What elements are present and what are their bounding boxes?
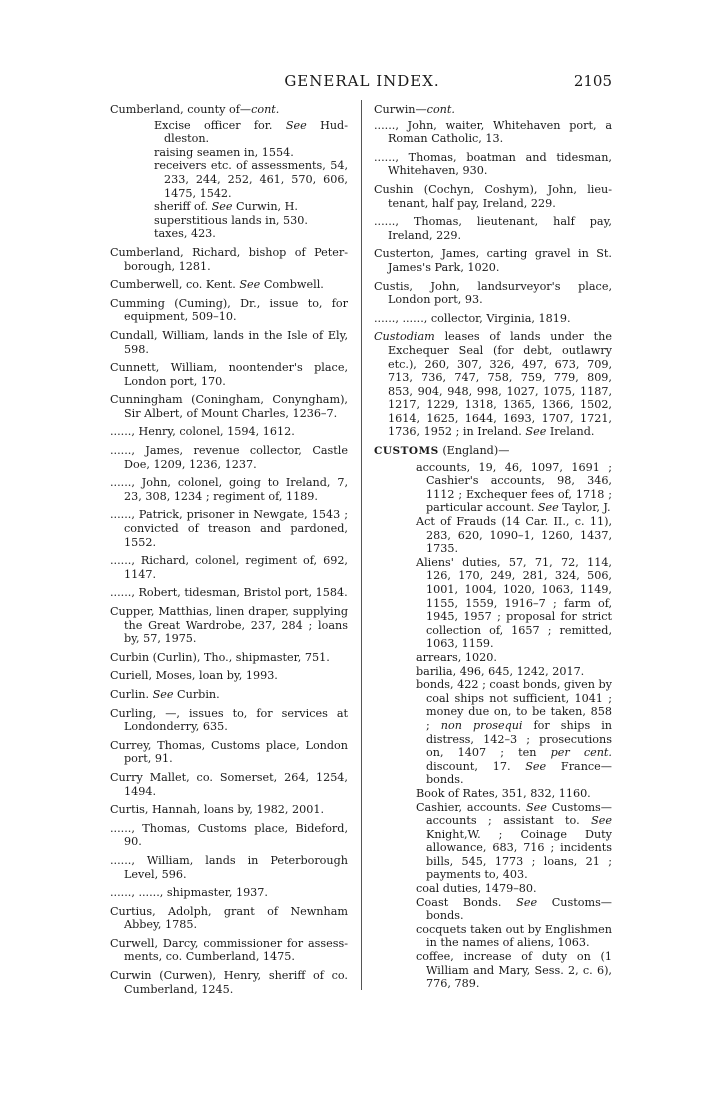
- custodiam-term: Custodiam: [374, 330, 435, 344]
- index-entry: Curtius, Adolph, grant of Newnham Abbey, 1785.: [110, 904, 348, 932]
- index-entry: ......, Thomas, boatman and tidesman, Whitehaven, 930.: [374, 150, 612, 178]
- subentry-text: sheriff of.: [154, 200, 212, 214]
- index-entry: ......, Richard, colonel, regiment of, 692, 1147.: [110, 554, 348, 581]
- see-ref: Curbin.: [173, 687, 220, 701]
- index-subentry: coal duties, 1479–80.: [416, 882, 537, 896]
- index-entry: Custerton, James, carting gravel in St. James's Park, 1020.: [374, 247, 612, 274]
- index-subentry: [374, 461, 612, 515]
- index-entry: Cupper, Matthias, linen draper, supplying the Great Wardrobe, 237, 284 ; loans by, 57, 1975.: [110, 605, 348, 646]
- index-entry: ......, Thomas, lieutenant, half pay, Ireland, 229.: [374, 215, 612, 242]
- index-subentry: barilia, 496, 645, 1242, 2017.: [416, 664, 585, 678]
- index-entry: ......, John, colonel, going to Ireland, 7, 23, 308, 1234 ; regiment of, 1189.: [110, 476, 348, 503]
- subentry-text: Cashier, accounts.: [416, 800, 526, 814]
- index-subentry: [110, 119, 348, 146]
- latin-term: non prosequi: [440, 718, 523, 732]
- cont-label: cont.: [426, 103, 455, 116]
- index-subentry: [374, 896, 612, 923]
- page-number: 2105: [573, 72, 612, 90]
- index-subentry: Aliens' duties, 57, 71, 72, 114, 126, 170, 249, 281, 324, 506, 1001, 1004, 1020, 1063, 1149, 1155, 1559, 1916–7 ; farm of, 1945, 1957 ; proposal for strict collection of, 1657 ; remitted, 1063, 1159.: [416, 555, 612, 651]
- see-ref: France—bonds.: [426, 759, 612, 787]
- page-title: GENERAL INDEX.: [284, 72, 440, 90]
- page-header: [112, 72, 612, 92]
- index-subentry: superstitious lands in, 530.: [154, 213, 308, 227]
- entry-text: leases of lands under the Exchequer Seal (for debt, outlawry etc.), 260, 307, 326, 497, 673, 709, 713, 736, 747, 758, 759, 779, 809, 853, 904, 948, 998, 1027, 1075, 1187, 1217, 1229, 1318, 1365, 1366, 1502, 1614, 1625, 1644, 1693, 1707, 1721, 1736, 1952 ; in Ireland.: [388, 330, 612, 439]
- subentry-text: for ships in distress, 142–3 ; prosecutions on, 1407 ; ten: [426, 718, 612, 760]
- see-label: See: [516, 895, 538, 909]
- index-entry: Cushin (Cochyn, Coshym), John, lieutenant, half pay, Ireland, 229.: [374, 182, 612, 210]
- left-column: [110, 103, 348, 1001]
- see-ref: Curwin, H.: [232, 200, 298, 214]
- index-entry: Curling, —, issues to, for services at Londonderry, 635.: [110, 706, 348, 734]
- index-subentry: [110, 200, 348, 214]
- see-label: See: [149, 687, 174, 701]
- index-entry: ......, Henry, colonel, 1594, 1612.: [110, 425, 295, 439]
- see-label: See: [537, 501, 559, 515]
- customs-title: CUSTOMS: [374, 445, 439, 458]
- see-label: See: [525, 800, 547, 814]
- index-entry: ......, ......, shipmaster, 1937.: [110, 886, 268, 900]
- index-subentry: arrears, 1020.: [416, 650, 497, 664]
- index-entry: Curwell, Darcy, commissioner for assessments, co. Cumberland, 1475.: [110, 936, 348, 964]
- index-subentry: Act of Frauds (14 Car. II., c. 11), 283, 620, 1090–1, 1260, 1437, 1735.: [416, 515, 612, 556]
- entry-text: Curlin.: [110, 687, 150, 701]
- index-entry-heading: [110, 103, 348, 117]
- index-subentry: raising seamen in, 1554.: [154, 145, 294, 159]
- index-subentry: [374, 678, 612, 787]
- subentry-text: Customs— accounts ; assistant to.: [426, 800, 612, 828]
- entry-text: Curwin—: [374, 103, 427, 116]
- index-entry: ......, John, waiter, Whitehaven port, a Roman Catholic, 13.: [374, 118, 612, 146]
- see-ref: Customs—bonds.: [426, 895, 612, 923]
- index-entry: [110, 688, 348, 702]
- subentry-text: Knight,W. ; Coinage Duty allowance, 683, 716 ; incidents bills, 545, 1773 ; loans, 21 ; payments to, 403.: [426, 827, 612, 882]
- index-entry: ......, Robert, tidesman, Bristol port, 1584.: [110, 586, 348, 600]
- cont-label: cont.: [251, 103, 280, 116]
- latin-term: per cent.: [550, 746, 612, 760]
- index-entry-heading: [374, 103, 612, 117]
- index-entry: [374, 330, 612, 439]
- see-label: See: [285, 118, 307, 132]
- see-ref: Huddleston.: [164, 118, 348, 146]
- index-subentry: Book of Rates, 351, 832, 1160.: [416, 786, 591, 800]
- index-entry: Currey, Thomas, Customs place, London port, 91.: [110, 738, 348, 766]
- see-label: See: [211, 200, 233, 214]
- customs-subtitle: (England)—: [438, 444, 510, 458]
- see-ref: Taylor, J.: [558, 501, 611, 515]
- subentry-text: Coast Bonds.: [416, 895, 517, 909]
- index-entry: Curbin (Curlin), Tho., shipmaster, 751.: [110, 650, 330, 664]
- index-entry: Curtis, Hannah, loans by, 1982, 2001.: [110, 803, 325, 817]
- index-subentry: [374, 801, 612, 883]
- index-entry: ......, William, lands in Peterborough Level, 596.: [110, 853, 348, 881]
- see-ref: Ireland.: [546, 425, 595, 439]
- customs-heading: [374, 444, 612, 459]
- see-label: See: [525, 759, 547, 773]
- right-column: [374, 103, 612, 991]
- index-entry: ......, ......, collector, Virginia, 1819.: [374, 311, 571, 325]
- see-ref: Combwell.: [260, 278, 324, 292]
- index-entry: Curiell, Moses, loan by, 1993.: [110, 669, 278, 683]
- index-entry: Cumberland, Richard, bishop of Peterborough, 1281.: [110, 245, 348, 273]
- entry-text: Cumberland, county of—: [110, 103, 252, 116]
- entry-text: Cumberwell, co. Kent.: [110, 278, 236, 292]
- subentry-text: bonds, 422 ; coast bonds, given by coal ships not sufficient, 1041 ; money due on, to be taken, 858 ;: [416, 678, 612, 732]
- index-entry: Cunnett, William, noontender's place, London port, 170.: [110, 361, 348, 388]
- subentry-text: accounts, 19, 46, 1097, 1691 ; Cashier's accounts, 98, 346, 1112 ; Exchequer fees of, 1718 ; particular account.: [416, 460, 612, 515]
- index-entry: Curry Mallet, co. Somerset, 264, 1254, 1494.: [110, 770, 348, 798]
- index-subentry: coffee, increase of duty on (1 William and Mary, Sess. 2, c. 6), 776, 789.: [416, 950, 612, 991]
- column-divider: [361, 100, 362, 990]
- index-entry: Curwin (Curwen), Henry, sheriff of co. Cumberland, 1245.: [110, 969, 348, 996]
- index-subentry: taxes, 423.: [154, 227, 216, 241]
- see-label: See: [591, 814, 612, 828]
- index-entry: ......, Patrick, prisoner in Newgate, 1543 ; convicted of treason and pardoned, 1552.: [110, 508, 348, 549]
- index-entry: [110, 278, 348, 292]
- index-entry: Custis, John, landsurveyor's place, London port, 93.: [374, 279, 612, 307]
- index-entry: ......, Thomas, Customs place, Bideford, 90.: [110, 821, 348, 849]
- see-label: See: [525, 425, 547, 439]
- index-entry: ......, James, revenue collector, Castle Doe, 1209, 1236, 1237.: [110, 444, 348, 471]
- index-subentry: receivers etc. of assessments, 54, 233, 244, 252, 461, 570, 606, 1475, 1542.: [154, 159, 348, 200]
- index-entry: Cunningham (Coningham, Conyngham), Sir Albert, of Mount Charles, 1236–7.: [110, 393, 348, 420]
- index-entry: Cundall, William, lands in the Isle of Ely, 598.: [110, 328, 348, 356]
- subentry-text: Excise officer for.: [154, 118, 286, 132]
- subentry-text: discount, 17.: [426, 759, 526, 773]
- see-label: See: [235, 278, 261, 292]
- index-entry: Cumming (Cuming), Dr., issue to, for equipment, 509–10.: [110, 296, 348, 324]
- index-subentry: cocquets taken out by Englishmen in the names of aliens, 1063.: [416, 922, 612, 950]
